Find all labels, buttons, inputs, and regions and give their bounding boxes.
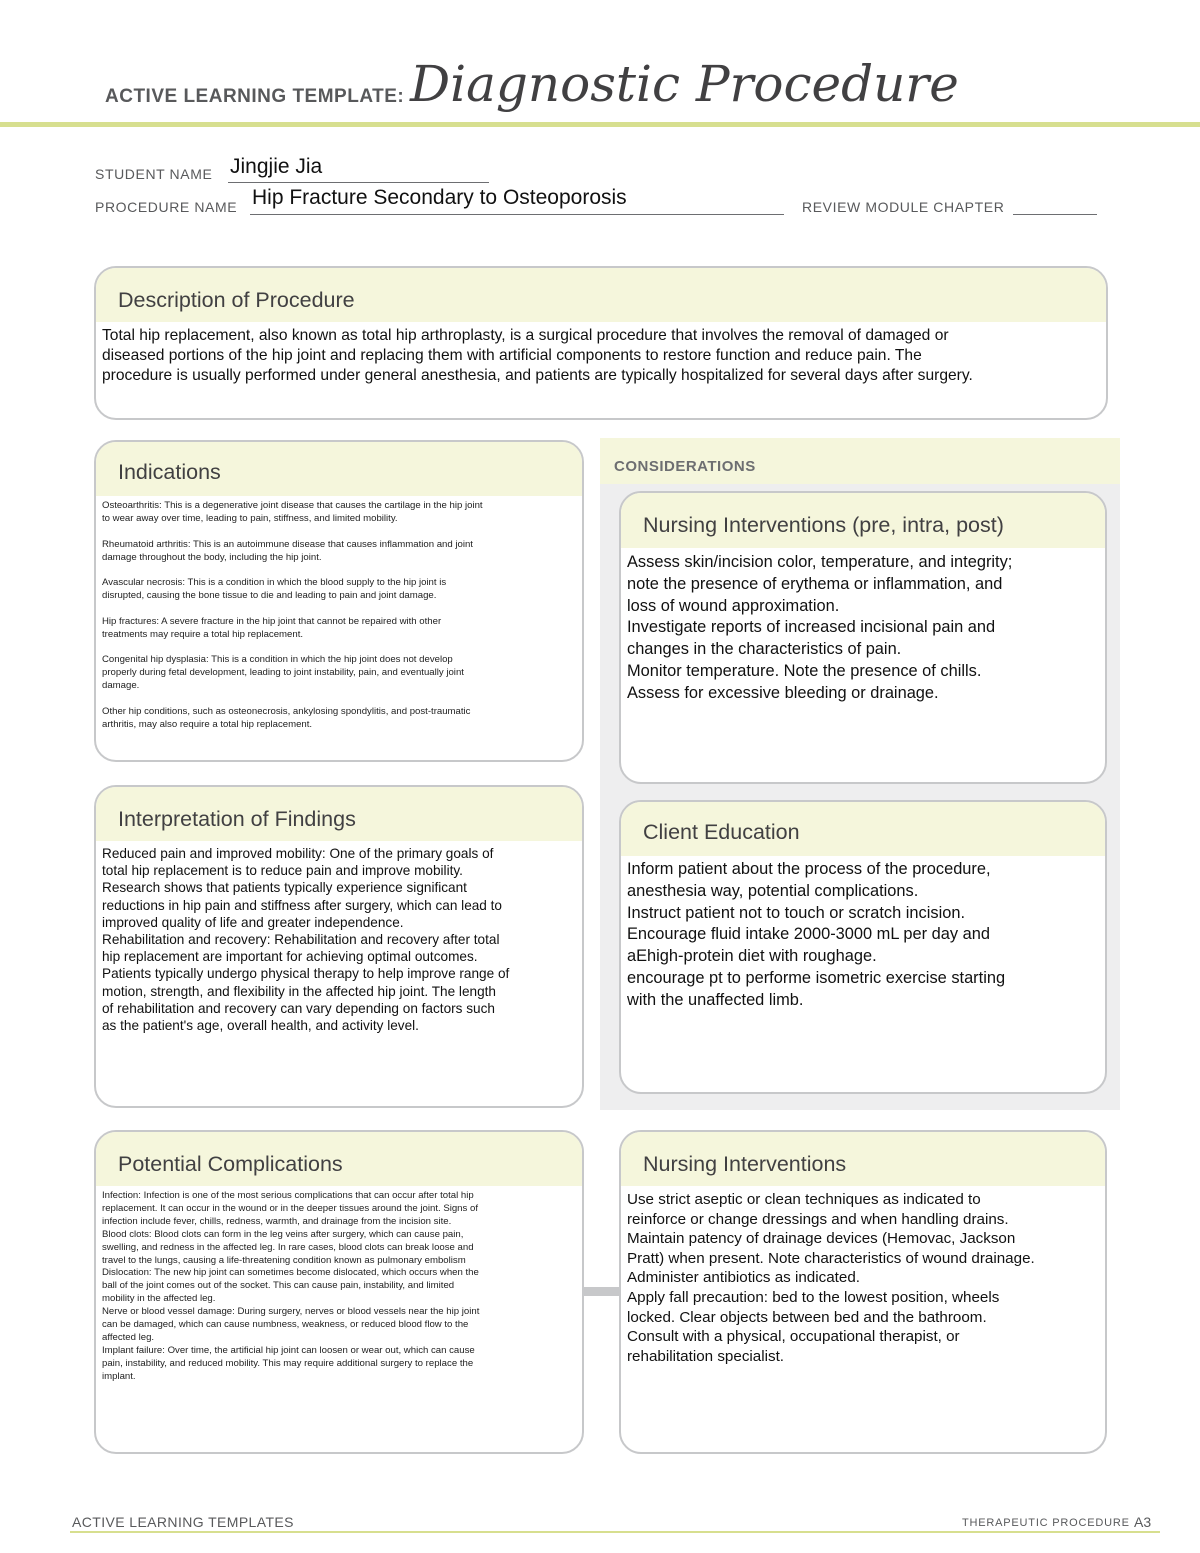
interpretation-line: hip replacement are important for achieving optimal outcomes. [102, 949, 478, 965]
indication-item [102, 539, 582, 565]
complications-body [96, 1186, 582, 1384]
footer-page-number: A3 [1134, 1514, 1152, 1530]
indication-line: disrupted, causing the bone tissue to die and leading to pain and joint damage. [102, 590, 437, 602]
nursing-pre-line: Assess skin/incision color, temperature, and integrity; [627, 553, 1013, 571]
description-heading: Description of Procedure [96, 268, 1106, 322]
complication-line: Implant failure: Over time, the artificial hip joint can loosen or wear out, which can cause [102, 1344, 475, 1356]
indication-line: Osteoarthritis: This is a degenerative joint disease that causes the cartilage in the hip joint [102, 500, 483, 511]
indication-item [102, 654, 582, 693]
complication-line: affected leg. [102, 1331, 155, 1343]
nursing-pre-line: note the presence of erythema or inflammation, and [627, 574, 1003, 593]
nursing-interventions-heading: Nursing Interventions [621, 1132, 1105, 1186]
interpretation-line: reductions in hip pain and stiffness after surgery, which can lead to [102, 897, 502, 913]
nursing-pre-line: Monitor temperature. Note the presence of chills. [627, 661, 982, 680]
nursing-intervention-line: rehabilitation specialist. [627, 1347, 785, 1365]
student-name-label: STUDENT NAME [95, 166, 213, 182]
indication-line: Congenital hip dysplasia: This is a condition in which the hip joint does not develop [102, 654, 453, 666]
complication-line: replacement. It can occur in the wound or in the deeper tissues around the joint. Signs of [102, 1202, 478, 1214]
header-rule [0, 122, 1200, 127]
description-box [94, 266, 1108, 420]
indication-item [102, 577, 582, 603]
nursing-pre-line: Assess for excessive bleeding or drainage. [627, 683, 939, 702]
description-line: diseased portions of the hip joint and replacing them with artificial components to restore function and reduce pain. The [102, 347, 922, 365]
footer-right-label: THERAPEUTIC PROCEDURE [962, 1517, 1130, 1529]
complication-line: infection include fever, chills, redness, warmth, and drainage from the incision site. [102, 1215, 452, 1227]
interpretation-box [94, 785, 584, 1108]
nursing-pre-line: loss of wound approximation. [627, 596, 840, 615]
client-education-line: Instruct patient not to touch or scratch incision. [627, 903, 966, 922]
complication-line: travel to the lungs, causing a life-threatening condition known as pulmonary embolism [102, 1254, 466, 1266]
complication-line: Blood clots: Blood clots can form in the leg veins after surgery, which can cause pain, [102, 1228, 464, 1240]
nursing-intervention-line: Apply fall precaution: bed to the lowest position, wheels [627, 1288, 1000, 1306]
nursing-intervention-line: locked. Clear objects between bed and the bathroom. [627, 1308, 987, 1326]
nursing-pre-body [621, 548, 1105, 705]
nursing-pre-heading: Nursing Interventions (pre, intra, post) [621, 493, 1105, 548]
client-education-line: encourage pt to performe isometric exercise starting [627, 968, 1006, 987]
indication-line: damage throughout the body, including the hip joint. [102, 551, 322, 563]
considerations-label: CONSIDERATIONS [614, 458, 756, 475]
interpretation-line: Reduced pain and improved mobility: One of the primary goals of [102, 846, 494, 861]
footer-left-label: ACTIVE LEARNING TEMPLATES [72, 1514, 294, 1530]
interpretation-line: improved quality of life and greater independence. [102, 914, 404, 930]
complication-line: Dislocation: The new hip joint can sometimes become dislocated, which occurs when the [102, 1267, 479, 1279]
nursing-pre-box [619, 491, 1107, 784]
indication-line: arthritis, may also require a total hip replacement. [102, 718, 313, 730]
nursing-intervention-line: Use strict aseptic or clean techniques as indicated to [627, 1191, 981, 1208]
complication-line: ball of the joint comes out of the socket. This can cause pain, instability, and limited [102, 1280, 455, 1292]
indication-item [102, 500, 582, 526]
nursing-intervention-line: reinforce or change dressings and when handling drains. [627, 1210, 1009, 1228]
nursing-intervention-line: Consult with a physical, occupational therapist, or [627, 1328, 960, 1346]
indication-line: Avascular necrosis: This is a condition in which the blood supply to the hip joint is [102, 577, 447, 589]
client-education-line: Inform patient about the process of the procedure, [627, 860, 991, 878]
client-education-body [621, 856, 1105, 1012]
indication-line: Hip fractures: A severe fracture in the hip joint that cannot be repaired with other [102, 615, 442, 627]
student-name-field[interactable] [228, 155, 489, 183]
complication-line: Nerve or blood vessel damage: During surgery, nerves or blood vessels near the hip joint [102, 1306, 480, 1318]
interpretation-line: of rehabilitation and recovery can vary depending on factors such [102, 1000, 495, 1016]
indications-heading: Indications [96, 442, 582, 496]
interpretation-line: total hip replacement is to reduce pain and improve mobility. [102, 863, 463, 879]
complication-line: implant. [102, 1370, 136, 1382]
review-module-label: REVIEW MODULE CHAPTER [802, 199, 1005, 215]
nursing-interventions-box [619, 1130, 1107, 1454]
client-education-line: with the unaffected limb. [627, 990, 804, 1009]
indication-item [102, 706, 582, 732]
template-label: ACTIVE LEARNING TEMPLATE: [105, 86, 405, 107]
indications-body [96, 496, 582, 732]
nursing-intervention-line: Administer antibiotics as indicated. [627, 1269, 860, 1287]
procedure-name-field[interactable] [250, 186, 784, 215]
student-name-value: Jingjie Jia [230, 155, 323, 178]
procedure-name-value: Hip Fracture Secondary to Osteoporosis [252, 186, 627, 209]
indication-item [102, 616, 582, 642]
client-education-line: anesthesia way, potential complications. [627, 881, 919, 900]
indication-line: properly during fetal development, leading to joint instability, pain, and eventually joint [102, 667, 464, 679]
nursing-intervention-line: Maintain patency of drainage devices (Hemovac, Jackson [627, 1230, 1016, 1248]
indication-line: Rheumatoid arthritis: This is an autoimmune disease that causes inflammation and joint [102, 538, 473, 550]
interpretation-line: motion, strength, and flexibility in the affected hip joint. The length [102, 983, 496, 999]
description-body [96, 322, 1106, 387]
interpretation-line: Research shows that patients typically experience significant [102, 880, 467, 896]
interpretation-line: as the patient's age, overall health, and activity level. [102, 1018, 419, 1034]
complication-line: pain, instability, and reduced mobility. This may require additional surgery to replace the [102, 1357, 474, 1369]
nursing-pre-line: Investigate reports of increased incisional pain and [627, 618, 996, 637]
indications-box [94, 440, 584, 762]
complication-line: swelling, and redness in the affected leg. In rare cases, blood clots can break loose and [102, 1241, 474, 1253]
interpretation-heading: Interpretation of Findings [96, 787, 582, 841]
page-title: Diagnostic Procedure [410, 55, 959, 113]
interpretation-line: Patients typically undergo physical therapy to help improve range of [102, 966, 510, 982]
nursing-interventions-body [621, 1186, 1105, 1366]
client-education-box [619, 800, 1107, 1094]
client-education-line: aEhigh-protein diet with roughage. [627, 947, 877, 966]
interpretation-body [96, 841, 582, 1034]
complication-line: mobility in the affected leg. [102, 1293, 216, 1305]
indication-line: damage. [102, 680, 140, 692]
connector-bar [584, 1287, 620, 1296]
nursing-intervention-line: Pratt) when present. Note characteristics of wound drainage. [627, 1249, 1035, 1267]
review-module-field[interactable] [1013, 200, 1097, 215]
client-education-heading: Client Education [621, 802, 1105, 856]
indication-line: Other hip conditions, such as osteonecrosis, ankylosing spondylitis, and post-traumatic [102, 705, 471, 717]
description-line: procedure is usually performed under general anesthesia, and patients are typically hospitalized for several days after surgery. [102, 367, 973, 385]
description-line: Total hip replacement, also known as total hip arthroplasty, is a surgical procedure that involves the removal of damaged or [102, 327, 949, 344]
complications-heading: Potential Complications [96, 1132, 582, 1186]
indication-line: to wear away over time, leading to pain, stiffness, and limited mobility. [102, 512, 398, 524]
nursing-pre-line: changes in the characteristics of pain. [627, 640, 902, 659]
complication-line: Infection: Infection is one of the most serious complications that can occur after total hip [102, 1190, 474, 1201]
complication-line: can be damaged, which can cause numbness, weakness, or reduced blood flow to the [102, 1319, 469, 1331]
client-education-line: Encourage fluid intake 2000-3000 mL per day and [627, 925, 990, 944]
interpretation-line: Rehabilitation and recovery: Rehabilitation and recovery after total [102, 932, 500, 948]
indication-line: treatments may require a total hip replacement. [102, 628, 304, 640]
procedure-name-label: PROCEDURE NAME [95, 199, 238, 215]
complications-box [94, 1130, 584, 1454]
footer-rule [70, 1531, 1160, 1533]
